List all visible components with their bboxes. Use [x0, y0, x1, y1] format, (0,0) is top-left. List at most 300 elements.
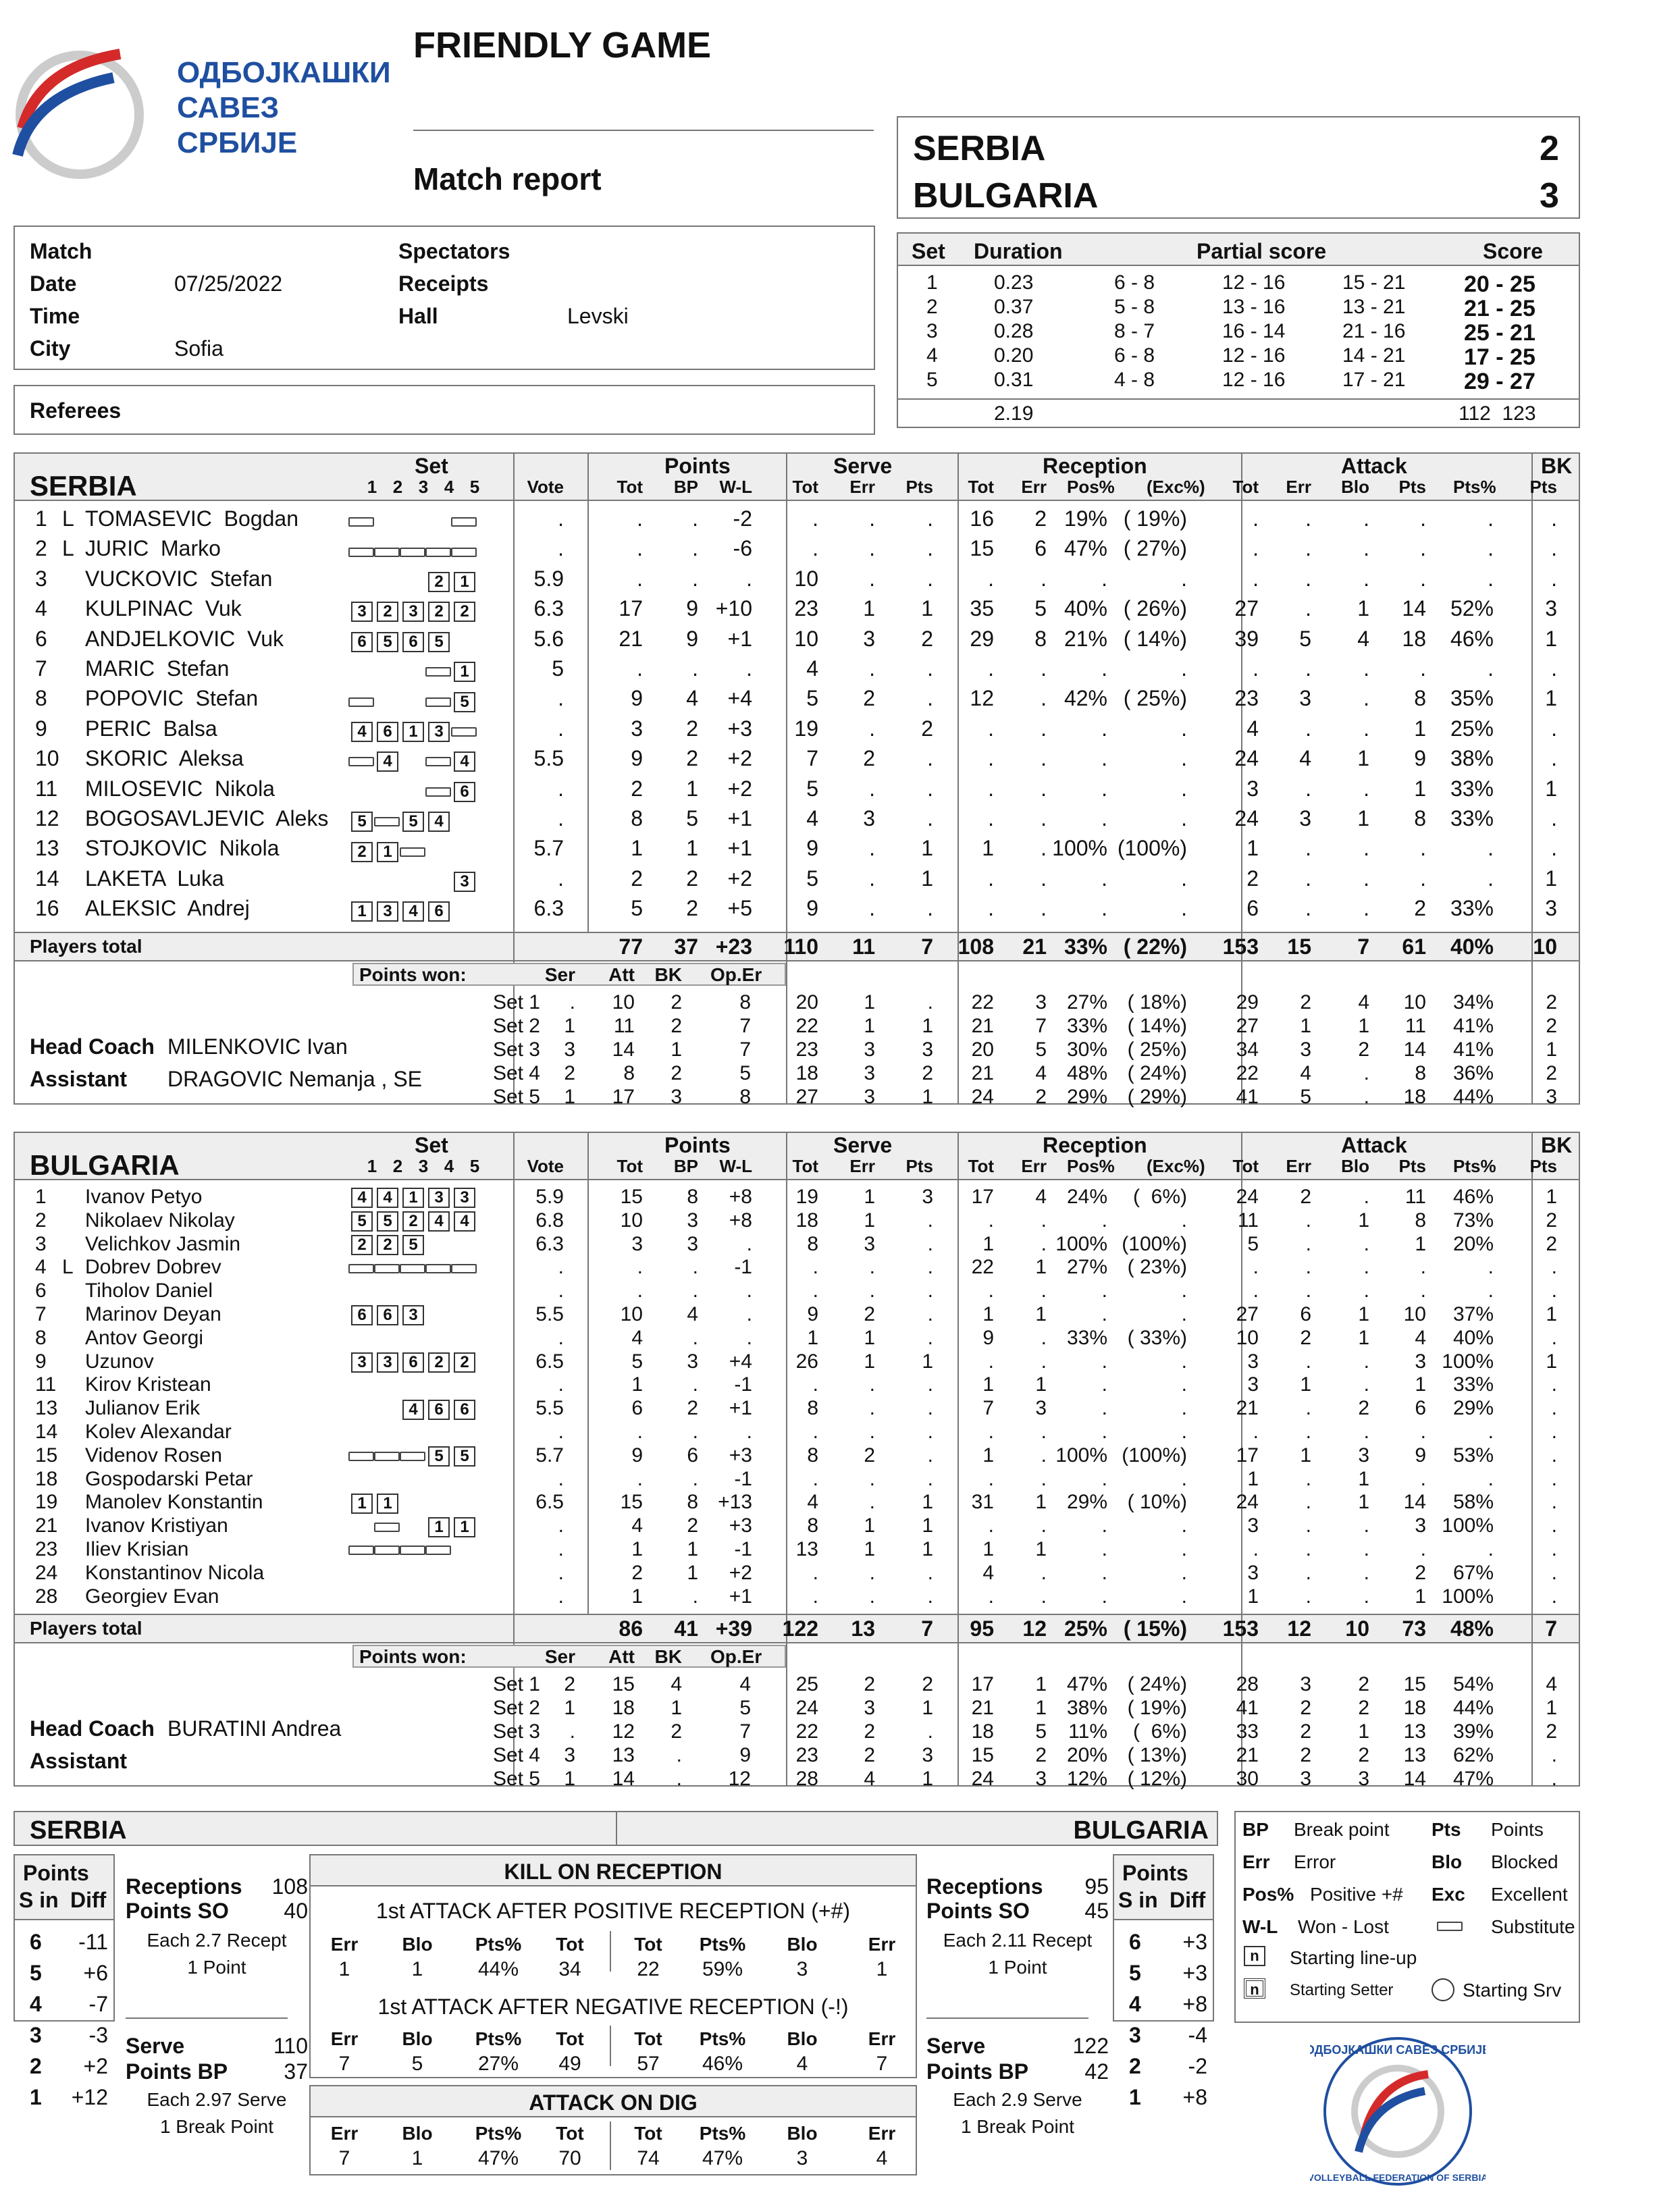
stat-cell: 1 — [922, 1514, 933, 1537]
won-cell: 14 — [1403, 1768, 1426, 1791]
substitute-icon — [425, 787, 451, 797]
stat-cell: 1 — [982, 1538, 994, 1560]
match-city: Sofia — [174, 336, 224, 361]
stat-cell: 14 — [1403, 1491, 1426, 1514]
stat-cell: . — [1551, 1538, 1557, 1560]
stat-cell: 1 — [687, 1538, 698, 1560]
won-cell: 3 — [564, 1038, 575, 1061]
stat-cell: 27 — [1236, 1303, 1259, 1325]
won-cell: 27 — [1236, 1014, 1259, 1037]
points-so-label: Points SO — [126, 1899, 229, 1923]
stat-cell: 1 — [922, 1491, 933, 1514]
stat-cell: +3 — [729, 1444, 752, 1467]
col-header: W-L — [719, 1156, 752, 1176]
stat-cell: ( 19%) — [1123, 506, 1187, 531]
stat-cell: 2 — [631, 866, 643, 891]
legend-desc: Break point — [1294, 1819, 1390, 1840]
stat-cell: . — [1041, 866, 1047, 891]
stat-cell: . — [1041, 1232, 1047, 1255]
stat-cell: . — [927, 1373, 933, 1396]
won-set-label: Set 2 — [492, 1697, 540, 1720]
substitute-icon — [451, 517, 477, 527]
stat-cell: 3 — [863, 626, 875, 651]
stat-cell: 7 — [982, 1397, 994, 1420]
won-cell: 24 — [971, 1085, 994, 1108]
player-name: JURIC Marko — [85, 536, 221, 561]
dig-value: 70 — [558, 2147, 581, 2169]
stat-cell: . — [1363, 1373, 1369, 1396]
stat-cell: . — [1551, 1397, 1557, 1420]
stat-cell: . — [1305, 1232, 1311, 1255]
player-name: Kirov Kristean — [85, 1373, 211, 1396]
points-bp-label: Points BP — [926, 2059, 1029, 2084]
player-name: POPOVIC Stefan — [85, 686, 259, 711]
stat-cell: . — [1551, 656, 1557, 681]
stat-cell: 33% — [1450, 896, 1494, 921]
won-cell: 15 — [1403, 1673, 1426, 1696]
stat-cell: 1 — [1545, 776, 1557, 801]
won-cell: 21 — [1236, 1744, 1259, 1767]
each-recept: Each 2.11 Recept — [943, 1930, 1093, 1951]
each-serve: Each 2.9 Serve — [953, 2089, 1082, 2110]
stat-cell: +1 — [727, 806, 752, 830]
stat-cell: 6.3 — [533, 896, 564, 921]
substitute-icon — [400, 548, 425, 557]
won-cell: ( 29%) — [1127, 1085, 1187, 1108]
total-cell: 110 — [783, 934, 818, 959]
stat-cell: . — [1041, 1467, 1047, 1490]
set-col-header: 2 — [392, 1156, 403, 1176]
stat-cell: 5.5 — [535, 1397, 564, 1420]
won-cell: 1 — [1035, 1673, 1047, 1696]
won-set-label: Set 4 — [492, 1744, 540, 1767]
stat-cell: . — [1041, 716, 1047, 741]
won-cell: 20 — [971, 1038, 994, 1061]
stat-cell: . — [558, 776, 564, 801]
won-cell: 24 — [795, 1697, 818, 1720]
col-header: Err — [1021, 1156, 1047, 1176]
stat-cell: . — [1305, 836, 1311, 861]
stat-cell: . — [927, 686, 933, 711]
receipts-label: Receipts — [398, 271, 489, 296]
rotation-number: 4 — [1129, 1992, 1141, 2016]
won-cell: . — [1551, 1744, 1557, 1767]
kill-header: Err — [330, 1934, 359, 1955]
won-header: BK — [654, 963, 682, 985]
won-cell: 3 — [1035, 1768, 1047, 1791]
stat-cell: . — [1488, 536, 1494, 561]
match-date: 07/25/2022 — [174, 271, 283, 296]
stat-cell: 1 — [1415, 1585, 1426, 1608]
starting-position: 2 — [454, 1352, 475, 1373]
won-cell: 18 — [795, 1061, 818, 1084]
stat-cell: . — [869, 1585, 875, 1608]
dig-value: 1 — [411, 2147, 423, 2169]
stat-cell: . — [1551, 1491, 1557, 1514]
starting-position: 6 — [428, 901, 450, 922]
stat-cell: . — [558, 1467, 564, 1490]
stat-cell: 5 — [631, 896, 643, 921]
won-cell: 48% — [1066, 1061, 1107, 1084]
stat-cell: 33% — [1450, 776, 1494, 801]
rotation-diff: -4 — [1188, 2023, 1207, 2047]
stat-cell: +10 — [715, 596, 752, 621]
stat-cell: -1 — [734, 1373, 752, 1396]
stat-cell: 9 — [807, 1303, 818, 1325]
stat-cell: ( 26%) — [1123, 596, 1187, 621]
stat-cell: 24 — [1234, 746, 1259, 771]
player-name: Gospodarski Petar — [85, 1467, 253, 1490]
stat-cell: 52% — [1450, 596, 1494, 621]
won-cell: ( 6%) — [1132, 1720, 1187, 1743]
hdr-attack: Attack — [1341, 454, 1407, 478]
rotation-number: 6 — [30, 1930, 42, 1954]
player-name: Kolev Alexandar — [85, 1421, 232, 1443]
stat-cell: 1 — [631, 1585, 643, 1608]
stat-cell: . — [988, 1514, 994, 1537]
won-cell: 3 — [1300, 1038, 1311, 1061]
player-name: TOMASEVIC Bogdan — [85, 506, 298, 531]
stat-cell: 8 — [687, 1491, 698, 1514]
player-number: 2 — [35, 1209, 47, 1232]
stat-cell: 1 — [631, 836, 643, 861]
rot-points-label: Points — [1122, 1861, 1188, 1885]
substitute-icon — [451, 548, 477, 557]
stat-cell: . — [1181, 1538, 1187, 1560]
col-header: BP — [673, 1156, 698, 1176]
stat-cell: . — [1041, 1279, 1047, 1302]
stat-cell: . — [1101, 746, 1107, 771]
stat-cell: . — [988, 896, 994, 921]
stat-cell: +2 — [727, 746, 752, 771]
won-cell: 41 — [1236, 1085, 1259, 1108]
starting-position: 4 — [428, 812, 450, 832]
stat-cell: . — [1253, 536, 1259, 561]
stat-cell: . — [746, 566, 752, 591]
stat-cell: 10 — [794, 626, 818, 651]
stat-cell: . — [558, 1279, 564, 1302]
stat-cell: +1 — [729, 1585, 752, 1608]
won-cell: 22 — [795, 1720, 818, 1743]
stat-cell: 3 — [1299, 806, 1311, 830]
stat-cell: . — [1041, 1421, 1047, 1443]
stat-cell: . — [1363, 866, 1369, 891]
player-number: 1 — [35, 1186, 47, 1208]
won-cell: . — [927, 991, 933, 1013]
stat-cell: . — [812, 1561, 818, 1584]
kill-neg-value: 27% — [477, 2053, 519, 2075]
stat-cell: . — [1101, 1209, 1107, 1232]
stat-cell: 10 — [620, 1209, 643, 1232]
stat-cell: 6 — [631, 1397, 643, 1420]
dig-value: 4 — [876, 2147, 888, 2169]
svg-text:VOLLEYBALL FEDERATION OF SERBI: VOLLEYBALL FEDERATION OF SERBIA — [1310, 2172, 1486, 2183]
set-cell: 12 - 16 — [1222, 369, 1286, 391]
stat-cell: 1 — [921, 596, 933, 621]
stat-cell: 1 — [1035, 1491, 1047, 1514]
stat-cell: 10 — [1236, 1326, 1259, 1349]
stat-cell: . — [1101, 1303, 1107, 1325]
won-cell: 3 — [1358, 1768, 1369, 1791]
won-cell: ( 14%) — [1127, 1014, 1187, 1037]
stat-cell: 2 — [863, 746, 875, 771]
player-name: Tiholov Daniel — [85, 1279, 213, 1302]
won-cell: 17 — [971, 1673, 994, 1696]
player-number: 7 — [35, 656, 47, 681]
stat-cell: . — [1181, 1279, 1187, 1302]
stat-cell: 3 — [1246, 776, 1259, 801]
stat-cell: 2 — [864, 1303, 875, 1325]
col-header: Err — [849, 477, 875, 497]
won-cell: 2 — [1546, 1720, 1557, 1743]
federation-logo — [12, 41, 147, 182]
won-cell: 2 — [1300, 1720, 1311, 1743]
stat-cell: . — [1551, 1585, 1557, 1608]
set-col-header: 5 — [469, 477, 480, 497]
substitute-icon — [400, 847, 425, 857]
stat-cell: . — [1363, 1421, 1369, 1443]
hdr-points: Points — [664, 454, 731, 478]
player-name: Julianov Erik — [85, 1397, 201, 1420]
stat-cell: 3 — [1035, 1397, 1047, 1420]
stat-cell: 58% — [1452, 1491, 1494, 1514]
starting-position: 1 — [402, 1188, 424, 1208]
stat-cell: . — [927, 1256, 933, 1279]
rotation-diff: -3 — [88, 2023, 108, 2047]
stat-cell: 8 — [1414, 686, 1426, 711]
stat-cell: 4 — [806, 806, 818, 830]
won-cell: 2 — [671, 1014, 682, 1037]
player-number: 4 — [35, 1256, 47, 1279]
dig-value: 47% — [477, 2147, 519, 2169]
set-cell: 13 - 16 — [1222, 296, 1286, 318]
col-header: Vote — [527, 1156, 564, 1176]
stat-cell: 4 — [807, 1491, 818, 1514]
libero-mark: L — [62, 536, 74, 561]
stat-cell: 2 — [686, 896, 698, 921]
kill-header: Pts% — [475, 1934, 522, 1955]
total-cell: 7 — [921, 1616, 933, 1641]
stat-cell: 5.9 — [535, 1186, 564, 1208]
stat-cell: 5 — [806, 866, 818, 891]
total-cell: 48% — [1450, 1616, 1494, 1641]
won-cell: 4 — [1358, 991, 1369, 1013]
stat-cell: . — [988, 1467, 994, 1490]
starting-position: 6 — [402, 632, 424, 652]
rotation-diff: -7 — [88, 1992, 108, 2016]
stat-cell: 2 — [864, 1444, 875, 1467]
stat-cell: +3 — [727, 716, 752, 741]
stat-cell: . — [1101, 806, 1107, 830]
player-number: 28 — [35, 1585, 58, 1608]
stat-cell: . — [1363, 1279, 1369, 1302]
substitute-icon — [348, 1452, 374, 1461]
player-name: Dobrev Dobrev — [85, 1256, 221, 1279]
stat-cell: . — [988, 566, 994, 591]
starting-position: 2 — [402, 1211, 424, 1232]
stat-cell: 2 — [686, 746, 698, 771]
stat-cell: . — [1253, 656, 1259, 681]
won-cell: . — [676, 1768, 682, 1791]
stat-cell: 14 — [1402, 596, 1426, 621]
stat-cell: -6 — [733, 536, 752, 561]
stat-cell: 1 — [1247, 1467, 1259, 1490]
stat-cell: 73% — [1452, 1209, 1494, 1232]
city-label: City — [30, 336, 71, 361]
won-cell: ( 25%) — [1127, 1038, 1187, 1061]
total-points: 112 123 — [1459, 402, 1536, 425]
stat-cell: 16 — [970, 506, 994, 531]
stat-cell: . — [988, 806, 994, 830]
col-header: Blo — [1341, 477, 1369, 497]
won-cell: 5 — [1035, 1038, 1047, 1061]
stat-cell: . — [869, 506, 875, 531]
stat-cell: . — [1253, 1538, 1259, 1560]
starting-position: 1 — [454, 662, 475, 682]
stat-cell: 40% — [1064, 596, 1107, 621]
won-cell: 1 — [564, 1085, 575, 1108]
legend-desc: Positive +# — [1310, 1884, 1403, 1905]
stat-cell: 2 — [921, 626, 933, 651]
total-cell: 86 — [619, 1616, 643, 1641]
starting-position: 2 — [454, 602, 475, 622]
won-cell: 12 — [612, 1720, 635, 1743]
stat-cell: 1 — [1358, 1491, 1369, 1514]
stat-cell: 2 — [1546, 1209, 1557, 1232]
stat-cell: 3 — [1545, 596, 1557, 621]
stat-cell: . — [1420, 506, 1426, 531]
stat-cell: 8 — [807, 1444, 818, 1467]
stat-cell: 3 — [1358, 1444, 1369, 1467]
stat-cell: 10 — [620, 1303, 643, 1325]
player-number: 1 — [35, 506, 47, 531]
legend-starting-srv: Starting Srv — [1463, 1980, 1562, 2001]
won-set-label: Set 3 — [492, 1720, 540, 1743]
stat-cell: . — [637, 1467, 643, 1490]
won-cell: 2 — [564, 1673, 575, 1696]
won-cell: 4 — [1300, 1061, 1311, 1084]
stat-cell: . — [1363, 1538, 1369, 1560]
stat-cell: . — [1488, 1256, 1494, 1279]
col-header: Pos% — [1067, 477, 1115, 497]
stat-cell: 26 — [795, 1350, 818, 1373]
stat-cell: 1 — [864, 1350, 875, 1373]
kill-pos-value: 22 — [637, 1958, 660, 1980]
stat-cell: . — [1551, 716, 1557, 741]
stat-cell: 21 — [619, 626, 643, 651]
total-cell: 153 — [1222, 1616, 1259, 1641]
player-number: 13 — [35, 836, 59, 861]
legend-abbr: Pos% — [1242, 1884, 1294, 1905]
stat-cell: 2 — [921, 716, 933, 741]
stat-cell: 5 — [552, 656, 564, 681]
head-coach-name: MILENKOVIC Ivan — [167, 1034, 348, 1059]
col-header: (Exc%) — [1147, 477, 1205, 497]
starting-position: 5 — [377, 1211, 398, 1232]
stat-cell: 5.6 — [533, 626, 564, 651]
stat-cell: 40% — [1452, 1326, 1494, 1349]
stat-cell: 6 — [1300, 1303, 1311, 1325]
starting-position: 5 — [402, 812, 424, 832]
stat-cell: 2 — [1415, 1561, 1426, 1584]
won-cell: 2 — [1358, 1038, 1369, 1061]
stat-cell: . — [1305, 1467, 1311, 1490]
stat-cell: . — [637, 506, 643, 531]
stat-cell: ( 23%) — [1127, 1256, 1187, 1279]
substitute-icon — [374, 817, 400, 826]
stat-cell: 1 — [686, 776, 698, 801]
substitute-icon — [374, 1452, 400, 1461]
substitute-icon — [348, 697, 374, 707]
won-cell: 3 — [864, 1038, 875, 1061]
legend-desc: Blocked — [1491, 1851, 1558, 1872]
stat-cell: 37% — [1452, 1303, 1494, 1325]
stat-cell: . — [812, 506, 818, 531]
kill-header: Err — [868, 1934, 896, 1955]
starting-position: 2 — [377, 602, 398, 622]
won-cell: 1 — [864, 1014, 875, 1037]
legend-desc: Won - Lost — [1298, 1916, 1389, 1937]
stat-cell: . — [869, 1279, 875, 1302]
stat-cell: 1 — [982, 836, 994, 861]
won-cell: 4 — [1546, 1673, 1557, 1696]
col-header: BP — [673, 477, 698, 497]
stat-cell: . — [637, 1256, 643, 1279]
stat-cell: ( 14%) — [1123, 626, 1187, 651]
total-cell: 10 — [1533, 934, 1557, 959]
won-cell: 41% — [1452, 1014, 1494, 1037]
kill-neg-value: 5 — [411, 2053, 423, 2075]
stat-cell: 9 — [631, 1444, 643, 1467]
stat-cell: 5.7 — [533, 836, 564, 861]
won-cell: 9 — [739, 1744, 751, 1767]
won-cell: 1 — [671, 1697, 682, 1720]
stat-cell: . — [1305, 596, 1311, 621]
starting-position: 3 — [351, 602, 373, 622]
stat-cell: . — [1551, 1256, 1557, 1279]
col-header: Err — [1286, 477, 1311, 497]
stat-cell: . — [1488, 1421, 1494, 1443]
substitute-icon — [348, 1546, 374, 1555]
stat-cell: 1 — [1358, 1303, 1369, 1325]
stat-cell: . — [1041, 806, 1047, 830]
total-cell: 61 — [1402, 934, 1426, 959]
federation-name-line2: САВЕЗ — [177, 91, 280, 124]
substitute-icon — [451, 1264, 477, 1273]
player-name: BOGOSAVLJEVIC Aleks — [85, 806, 329, 830]
player-number: 14 — [35, 1421, 58, 1443]
col-header: Tot — [968, 477, 994, 497]
stat-cell: . — [927, 656, 933, 681]
player-name: ALEKSIC Andrej — [85, 896, 250, 921]
stat-cell: . — [988, 1421, 994, 1443]
stat-cell: . — [637, 1421, 643, 1443]
won-cell: 54% — [1452, 1673, 1494, 1696]
stat-cell: . — [927, 1326, 933, 1349]
total-cell: 41 — [674, 1616, 698, 1641]
stat-cell: . — [869, 896, 875, 921]
stat-cell: . — [1181, 1350, 1187, 1373]
won-cell: 4 — [671, 1673, 682, 1696]
stat-cell: +4 — [729, 1350, 752, 1373]
stat-cell: . — [637, 1279, 643, 1302]
stat-cell: . — [558, 1585, 564, 1608]
set-score: 20 - 25 — [1464, 271, 1535, 297]
won-cell: 2 — [1035, 1085, 1047, 1108]
stat-cell: 100% — [1055, 1444, 1107, 1467]
stat-cell: 5 — [1247, 1232, 1259, 1255]
stat-cell: 15 — [620, 1491, 643, 1514]
